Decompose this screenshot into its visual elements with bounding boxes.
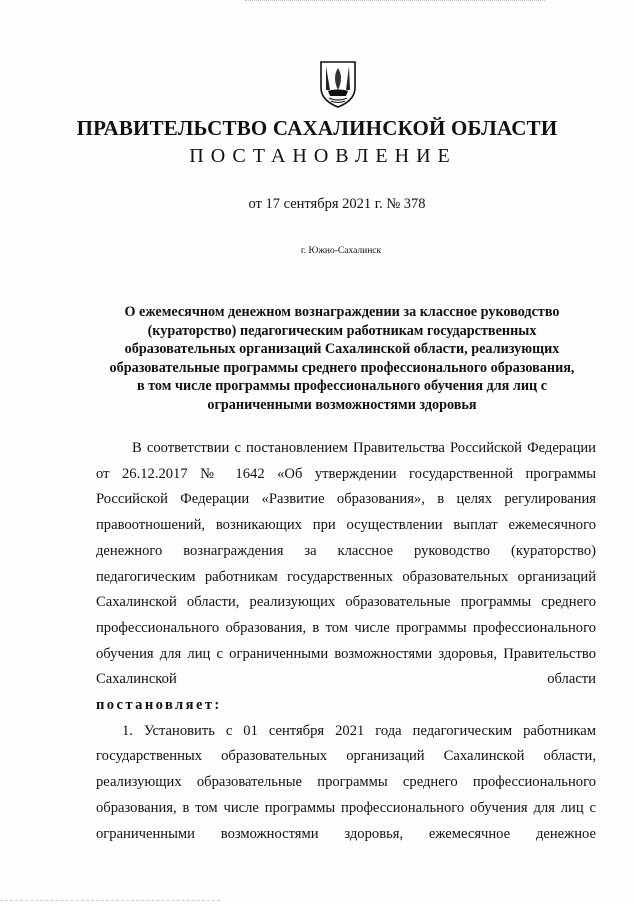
title-line: О ежемесячном денежном вознаграждении за классное руководство <box>124 304 560 320</box>
organization-heading: ПРАВИТЕЛЬСТВО САХАЛИНСКОЙ ОБЛАСТИ <box>76 116 558 140</box>
scan-edge-bottom <box>0 900 220 902</box>
operative-colon: : <box>214 697 222 714</box>
title-line: (кураторство) педагогическим работникам государственных <box>147 322 537 339</box>
document-body <box>96 436 596 847</box>
city-label: г. Южно-Сахалинск <box>300 246 382 256</box>
date-and-number: от 17 сентября 2021 г. № 378 <box>248 196 426 212</box>
title-line: в том числе программы профессионального обучения для лиц с <box>136 378 548 395</box>
operative-line <box>96 693 596 719</box>
coat-of-arms-icon <box>318 60 358 108</box>
title-line: ограниченными возможностями здоровья <box>207 396 477 413</box>
preamble-paragraph <box>96 436 596 693</box>
document-type-heading: ПОСТАНОВЛЕНИЕ <box>189 145 457 167</box>
operative-verb: постановляет <box>96 697 215 714</box>
item-1-paragraph <box>96 719 596 848</box>
title-line: образовательные программы среднего профессионального образования, <box>109 359 575 376</box>
title-line: образовательных организаций Сахалинской области, реализующих <box>124 341 560 358</box>
item-1-text: 1. Установить с 01 сентября 2021 года педагогическим работникам государственных образовательных организаций Сахалинской области, реализующих образовательные программы среднего профессионального образования, в том числе программы профессионального обучения для лиц с ограниченными возможностями здоровья, ежемесячное денежное <box>96 722 596 842</box>
preamble-text: В соответствии с постановлением Правительства Российской Федерации от 26.12.2017 № 1642 «Об утверждении государственной программы Российской Федерации «Развитие образования», в целях регулирования правоотношений, возникающих при осуществлении выплат ежемесячного денежного вознаграждения за классное руководство (кураторство) педагогическим работникам государственных образовательных организаций Сахалинской области, реализующих образовательные программы среднего профессионального образования, в том числе программы профессионального обучения для лиц с ограниченными возможностями здоровья, Правительство Сахалинской области <box>96 440 596 688</box>
document-title <box>88 303 596 415</box>
scan-edge-top <box>245 0 545 2</box>
